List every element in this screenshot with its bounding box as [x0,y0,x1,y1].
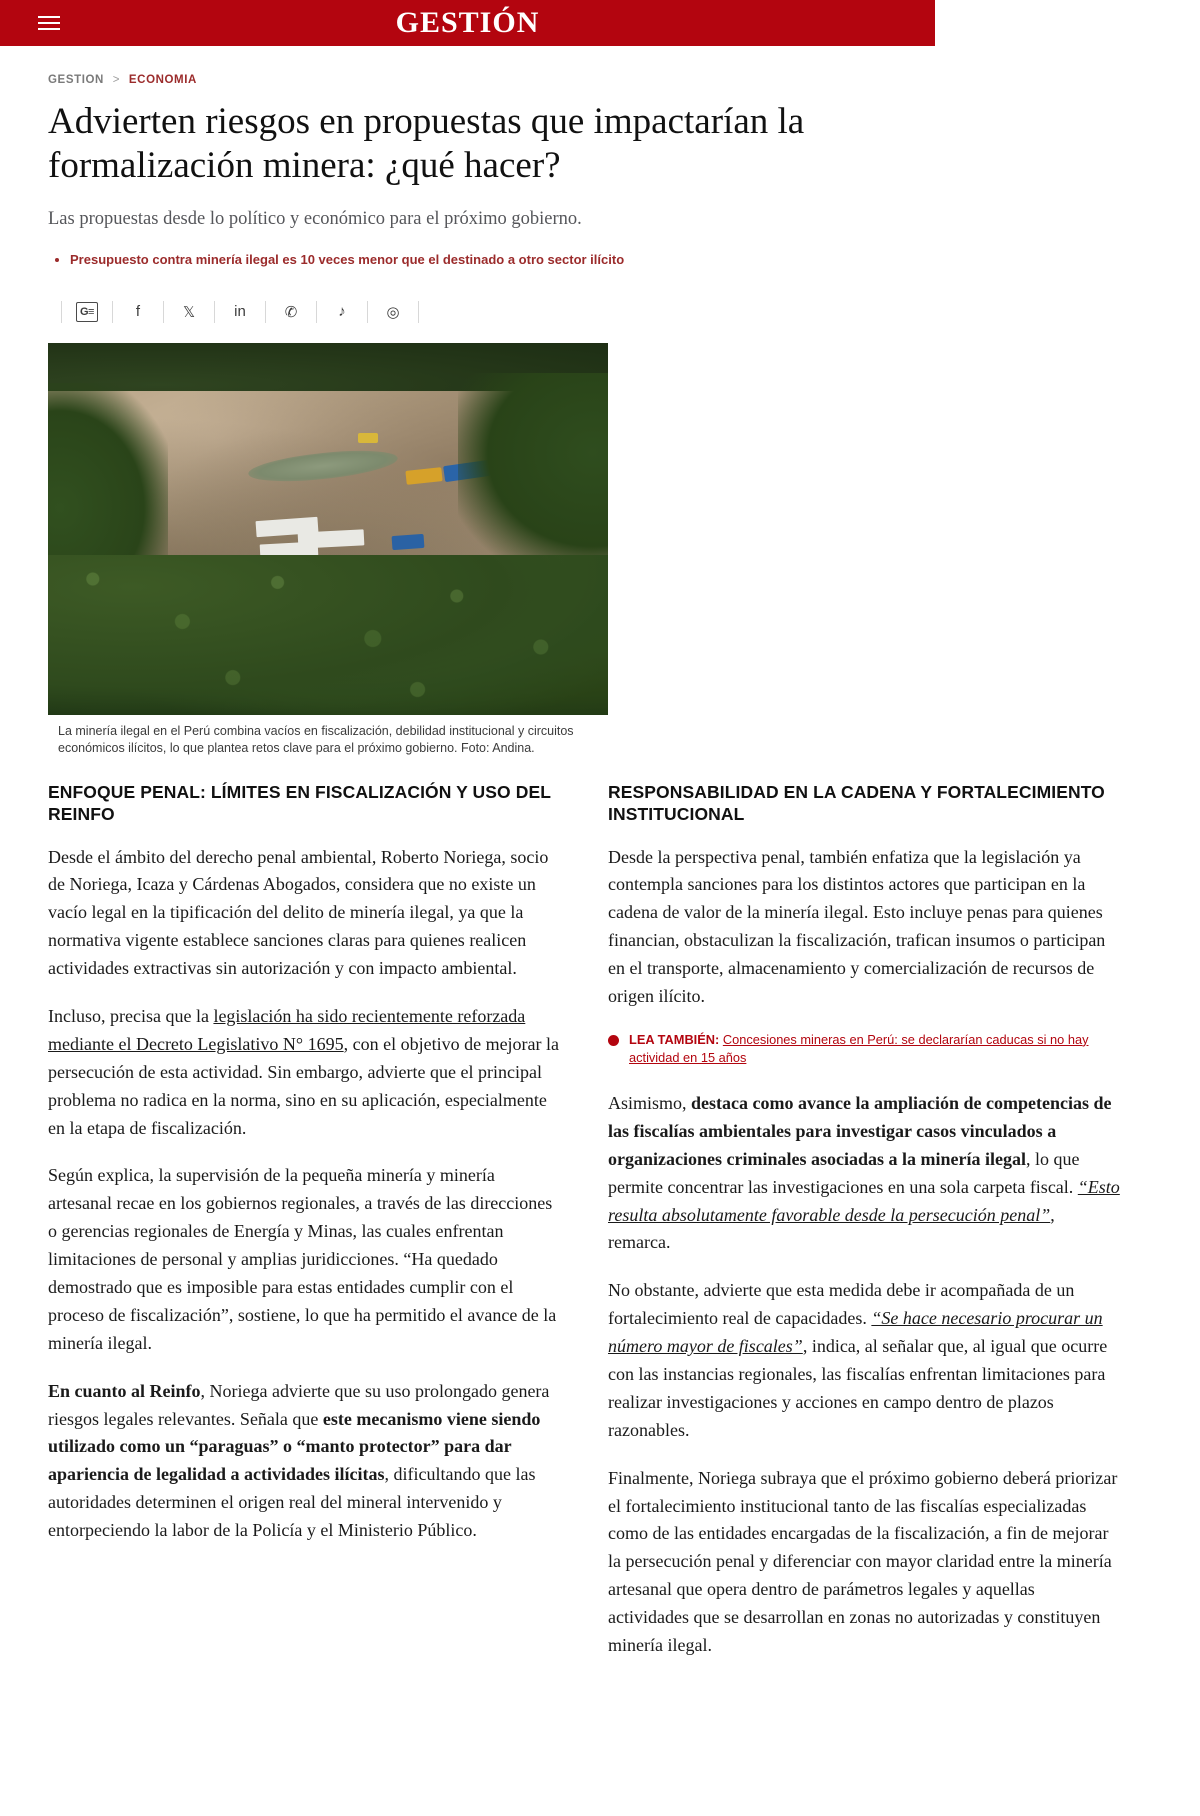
breadcrumb-separator: > [112,74,121,86]
list-item[interactable] [70,251,1152,269]
article-column-right [608,781,1120,1680]
lea-tambien-label: LEA TAMBIÉN: [629,1031,720,1047]
paragraph [48,1378,560,1545]
related-links-list [48,251,1152,269]
paragraph-text: Asimismo, [608,1092,692,1113]
breadcrumb [48,74,1152,86]
paragraph [48,1003,560,1142]
page-title: Advierten riesgos en propuestas que impactarían la formalización minera: ¿qué hacer? [48,101,805,186]
article-column-left [48,781,560,1680]
divider [214,301,215,323]
instagram-icon[interactable]: ◎ [386,303,400,321]
divider [61,301,62,323]
paragraph-quote: “Esto resulta absolutamente favorable desde la persecución penal” [608,1176,1120,1225]
image-canopy-texture [48,545,608,715]
section-subhead-right: RESPONSABILIDAD EN LA CADENA Y FORTALECIMIENTO INSTITUCIONAL [608,781,1105,825]
paragraph-text: , remarca. [608,1204,1055,1253]
divider [367,301,368,323]
related-link[interactable]: Presupuesto contra minería ilegal es 10 veces menor que el destinado a otro sector ilícito [70,251,625,267]
lea-tambien-text [629,1031,1120,1068]
inline-link-decreto[interactable]: legislación ha sido recientemente reforzada mediante el Decreto Legislativo N° 1695 [48,1005,526,1054]
google-news-glyph: G≡ [76,302,98,322]
site-header [0,0,935,46]
paragraph: Desde el ámbito del derecho penal ambiental, Roberto Noriega, socio de Noriega, Icaza y Cárdenas Abogados, considera que no existe un vacío legal en la tipificación del delito de minería ilegal, ya que la normativa vigente establece sanciones claras para quienes realicen actividades extractivas sin autorización y con impacto ambiental. [48,846,549,979]
article-standfirst: Las propuestas desde lo político y económico para el próximo gobierno. [48,209,582,230]
divider [418,301,419,323]
paragraph [608,1090,1120,1257]
divider [316,301,317,323]
paragraph-bold: destaca como avance la ampliación de competencias de las fiscalías ambientales para investigar casos vinculados a organizaciones criminales asociadas a la minería ilegal [608,1092,1112,1169]
paragraph [608,1277,1120,1444]
article-page [0,74,1200,1710]
facebook-icon[interactable]: f [135,303,141,321]
divider [163,301,164,323]
paragraph-text: No obstante, advierte que esta medida debe ir acompañada de un fortalecimiento real de capacidades. [608,1280,1075,1329]
paragraph-text: , indica, al señalar que, al igual que ocurre con las instancias regionales, las fiscalías enfrentan limitaciones para realizar investigaciones y acciones en campo dentro de plazos razonables. [608,1336,1108,1440]
site-logo[interactable]: GESTIÓN [395,6,540,39]
paragraph-quote: “Se hace necesario procurar un número mayor de fiscales” [608,1308,1103,1357]
article-body [48,781,1152,1710]
whatsapp-icon[interactable]: ✆ [284,303,298,321]
linkedin-icon[interactable]: in [234,303,246,321]
section-subhead-left: ENFOQUE PENAL: LÍMITES EN FISCALIZACIÓN Y USO DEL REINFO [48,781,551,825]
lead-figure [48,343,608,757]
paragraph-text: , Noriega advierte que su uso prolongado genera riesgos legales relevantes. Señala que [48,1380,550,1429]
paragraph: Según explica, la supervisión de la pequeña minería y minería artesanal recae en los gobiernos regionales, a través de las direcciones o gerencias regionales de Energía y Minas, las cuales enfrentan limitaciones de personal y amplias juridicciones. “Ha quedado demostrado que es imposible para estas entidades cumplir con el proceso de fiscalización”, sostiene, lo que ha permitido el avance de la minería ilegal. [48,1165,557,1353]
image-jungle-right [458,373,608,573]
image-caption: La minería ilegal en el Perú combina vacíos en fiscalización, debilidad institucional y circuitos económicos ilícitos, lo que plantea retos clave para el próximo gobierno. Foto: Andina. [58,723,574,755]
divider [112,301,113,323]
paragraph-bold: En cuanto al Reinfo [48,1380,201,1401]
paragraph-text: , con el objetivo de mejorar la persecución de esta actividad. Sin embargo, advierte que el principal problema no radica en la norma, sino en su aplicación, especialmente en la etapa de fiscalización. [48,1033,560,1138]
image-machinery [358,433,378,443]
lea-tambien-link[interactable]: Concesiones mineras en Perú: se declararían caducas si no hay actividad en 15 años [629,1031,1089,1066]
breadcrumb-item-economia[interactable]: ECONOMIA [128,74,197,86]
breadcrumb-item-gestion[interactable]: GESTION [48,74,104,86]
lead-image [48,343,608,715]
tiktok-icon[interactable]: ♪ [338,303,346,321]
paragraph-bold: este mecanismo viene siendo utilizado como un “paraguas” o “manto protector” para dar apariencia de legalidad a actividades ilícitas [48,1408,541,1485]
paragraph: Finalmente, Noriega subraya que el próximo gobierno deberá priorizar el fortalecimiento institucional tanto de las fiscalías especializadas como de las entidades encargadas de la fiscalización, a fin de mejorar la persecución penal y diferenciar con mayor claridad entre la minería artesanal que opera dentro de parámetros legales y aquellas actividades que se desarrollan en zonas no autorizadas y constituyen minería ilegal. [608,1467,1118,1655]
x-twitter-icon[interactable]: 𝕏 [182,303,196,321]
paragraph-text: Incluso, precisa que la [48,1005,214,1026]
lea-tambien-block[interactable] [608,1031,1120,1068]
google-news-icon[interactable] [75,300,99,324]
paragraph: Desde la perspectiva penal, también enfatiza que la legislación ya contempla sanciones para los distintos actores que participan en la cadena de valor de la minería ilegal. Esto incluye penas para quienes financian, obstaculizan la fiscalización, trafican insumos o participan en el transporte, almacenamiento y comercialización de recursos de origen ilícito. [608,846,1106,1006]
divider [265,301,266,323]
paragraph-text: , dificultando que las autoridades determinen el origen real del mineral intervenido y entorpeciendo la labor de la Policía y el Ministerio Público. [48,1464,536,1541]
bullet-dot-icon [608,1035,619,1046]
share-bar [48,295,1152,329]
paragraph-text: , lo que permite concentrar las investigaciones en una sola carpeta fiscal. [608,1148,1080,1197]
